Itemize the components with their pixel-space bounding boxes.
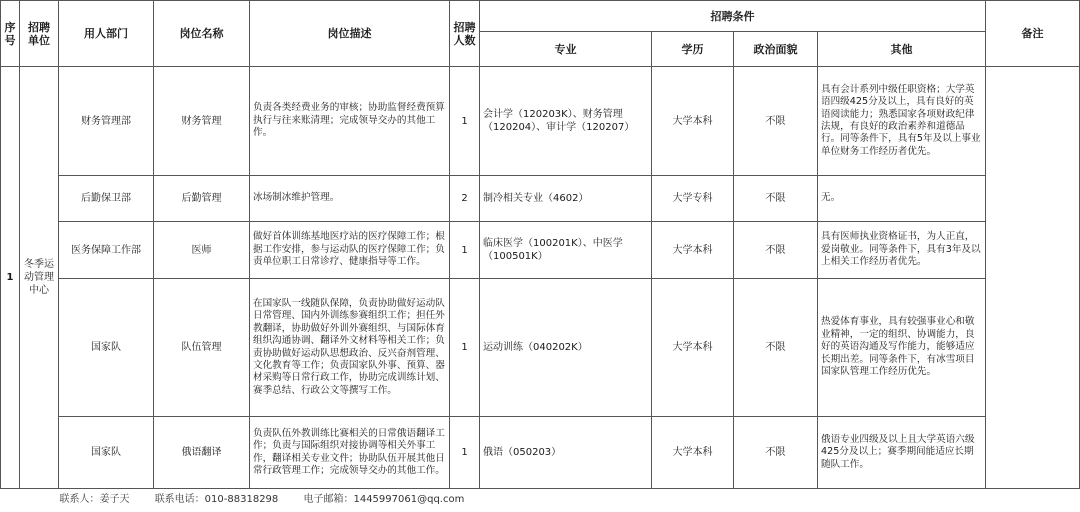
table-row <box>1 176 1080 222</box>
political-cell: 不限 <box>734 176 818 222</box>
edu-cell: 大学本科 <box>652 67 734 176</box>
post-cell: 俄语翻译 <box>154 417 250 489</box>
count-cell: 1 <box>450 417 480 489</box>
count-cell: 1 <box>450 222 480 279</box>
post-cell: 后勤管理 <box>154 176 250 222</box>
contact-phone: 联系电话：010-88318298 <box>154 494 279 506</box>
table-row <box>1 279 1080 417</box>
table-row <box>1 417 1080 489</box>
contact-row <box>1 489 1080 511</box>
header-conditions: 招聘条件 <box>480 1 986 32</box>
other-cell: 热爱体育事业，具有较强事业心和敬业精神，一定的组织、协调能力，良好的英语沟通及写作能力，能够适应长期出差。同等条件下，有冰雪项目国家队管理工作经历优先。 <box>818 279 986 417</box>
dept-cell: 国家队 <box>59 279 154 417</box>
unit-cell: 冬季运动管理中心 <box>20 67 59 489</box>
header-dept: 用人部门 <box>59 1 154 67</box>
header-count: 招聘人数 <box>450 1 480 67</box>
major-cell: 临床医学（100201K）、中医学（100501K） <box>480 222 652 279</box>
dept-cell: 国家队 <box>59 417 154 489</box>
edu-cell: 大学专科 <box>652 176 734 222</box>
other-cell: 具有医师执业资格证书，为人正直，爱岗敬业。同等条件下，具有3年及以上相关工作经历者优先。 <box>818 222 986 279</box>
desc-cell: 冰场制冰维护管理。 <box>250 176 450 222</box>
dept-cell: 财务管理部 <box>59 67 154 176</box>
other-cell: 俄语专业四级及以上且大学英语六级425分及以上；赛季期间能适应长期随队工作。 <box>818 417 986 489</box>
desc-cell: 做好首体训练基地医疗站的医疗保障工作；根据工作安排，参与运动队的医疗保障工作；负责单位职工日常诊疗、健康指导等工作。 <box>250 222 450 279</box>
edu-cell: 大学本科 <box>652 279 734 417</box>
contact-email: 电子邮箱：1445997061@qq.com <box>303 494 465 506</box>
desc-cell: 负责队伍外教训练比赛相关的日常俄语翻译工作；负责与国际组织对接协调等相关外事工作，翻译相关专业文件；协助队伍开展其他日常行政管理工作；完成领导交办的其他工作。 <box>250 417 450 489</box>
table-row <box>1 67 1080 176</box>
major-cell: 制冷相关专业（4602） <box>480 176 652 222</box>
desc-cell: 负责各类经费业务的审核；协助监督经费预算执行与往来账清理；完成领导交办的其他工作。 <box>250 67 450 176</box>
major-cell: 俄语（050203） <box>480 417 652 489</box>
contact-cell <box>1 489 1080 511</box>
header-remark: 备注 <box>986 1 1080 67</box>
header-other: 其他 <box>818 32 986 67</box>
edu-cell: 大学本科 <box>652 417 734 489</box>
desc-cell: 在国家队一线随队保障，负责协助做好运动队日常管理、国内外训练参赛组织工作；担任外教翻译，协助做好外训外赛组织、与国际体育组织沟通协调、翻译外文材料等相关工作；负责协助做好运动队思想政治、反兴奋剂管理、文化教育等工作；负责国家队外事、预算、器材采购等日常行政工作，协助完成训练计划、赛季总结、行政公文等撰写工作。 <box>250 279 450 417</box>
major-cell: 运动训练（040202K） <box>480 279 652 417</box>
political-cell: 不限 <box>734 417 818 489</box>
post-cell: 财务管理 <box>154 67 250 176</box>
count-cell: 2 <box>450 176 480 222</box>
header-row-1 <box>1 1 1080 32</box>
other-cell: 无。 <box>818 176 986 222</box>
dept-cell: 医务保障工作部 <box>59 222 154 279</box>
edu-cell: 大学本科 <box>652 222 734 279</box>
dept-cell: 后勤保卫部 <box>59 176 154 222</box>
major-cell: 会计学（120203K）、财务管理（120204）、审计学（120207） <box>480 67 652 176</box>
header-post: 岗位名称 <box>154 1 250 67</box>
contact-info <box>4 493 1077 506</box>
count-cell: 1 <box>450 67 480 176</box>
remark-cell <box>986 67 1080 489</box>
other-cell: 具有会计系列中级任职资格；大学英语四级425分及以上，具有良好的英语阅读能力；熟悉国家各项财政纪律法规，有良好的政治素养和道德品行。同等条件下，具有5年及以上事业单位财务工作经历者优先。 <box>818 67 986 176</box>
political-cell: 不限 <box>734 67 818 176</box>
post-cell: 医师 <box>154 222 250 279</box>
seq-cell: 1 <box>1 67 20 489</box>
header-political: 政治面貌 <box>734 32 818 67</box>
political-cell: 不限 <box>734 222 818 279</box>
header-seq: 序号 <box>1 1 20 67</box>
header-desc: 岗位描述 <box>250 1 450 67</box>
header-edu: 学历 <box>652 32 734 67</box>
count-cell: 1 <box>450 279 480 417</box>
political-cell: 不限 <box>734 279 818 417</box>
contact-person: 联系人：姜子天 <box>59 494 130 506</box>
header-unit: 招聘单位 <box>20 1 59 67</box>
table-row <box>1 222 1080 279</box>
post-cell: 队伍管理 <box>154 279 250 417</box>
header-major: 专业 <box>480 32 652 67</box>
